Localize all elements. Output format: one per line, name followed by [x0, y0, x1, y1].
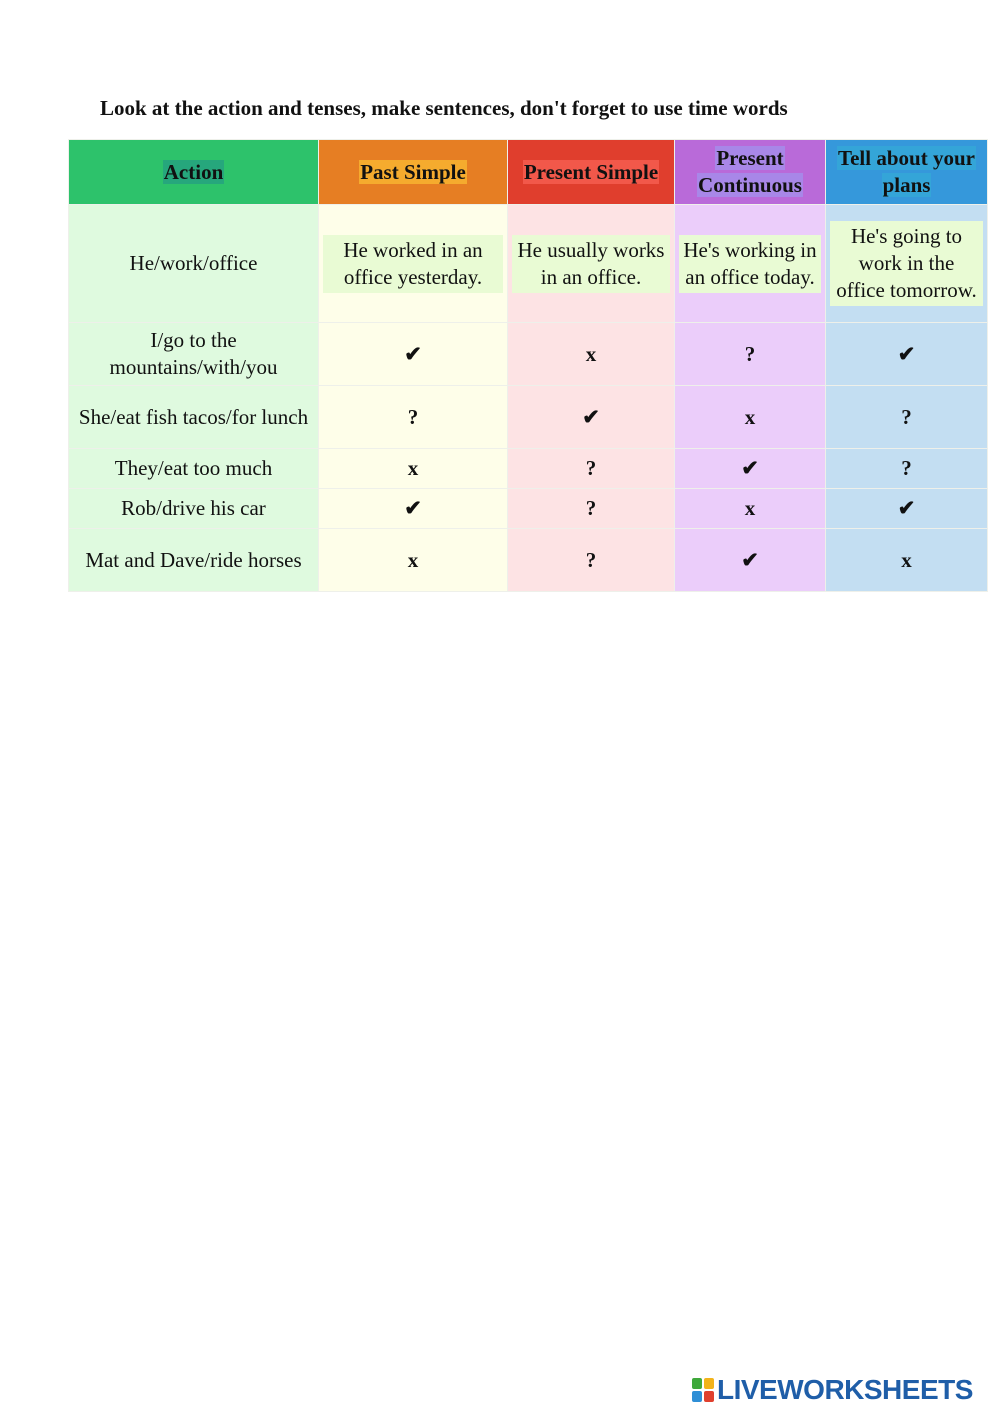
header-present-continuous: Present Continuous [675, 140, 826, 205]
past-simple-mark: x [319, 529, 508, 592]
table-row [69, 449, 988, 489]
present-simple-mark: ? [508, 449, 675, 489]
header-present-simple: Present Simple [508, 140, 675, 205]
logo-square-icon [704, 1378, 714, 1389]
present-simple-mark: ? [508, 529, 675, 592]
liveworksheets-logo-icon [692, 1378, 714, 1402]
header-past-simple: Past Simple [319, 140, 508, 205]
example-plans: He's going to work in the office tomorrow. [830, 221, 983, 306]
logo-square-icon [692, 1391, 702, 1402]
example-present-continuous: He's working in an office today. [679, 235, 821, 293]
example-present-simple: He usually works in an office. [512, 235, 670, 293]
example-past-simple: He worked in an office yesterday. [323, 235, 503, 293]
action-cell: Mat and Dave/ride horses [69, 529, 319, 592]
action-cell: She/eat fish tacos/for lunch [69, 386, 319, 449]
table-row [69, 529, 988, 592]
worksheet-title: Look at the action and tenses, make sentences, don't forget to use time words [100, 96, 788, 120]
past-simple-mark: ✔ [319, 323, 508, 386]
present-continuous-mark: x [675, 489, 826, 529]
logo-square-icon [704, 1391, 714, 1402]
header-plans: Tell about your plans [826, 140, 988, 205]
action-cell: I/go to the mountains/with/you [69, 323, 319, 386]
plans-mark: x [826, 529, 988, 592]
present-simple-mark: ? [508, 489, 675, 529]
plans-mark: ? [826, 449, 988, 489]
plans-mark: ? [826, 386, 988, 449]
past-simple-mark: ? [319, 386, 508, 449]
header-action: Action [69, 140, 319, 205]
table-row [69, 489, 988, 529]
present-continuous-mark: ✔ [675, 529, 826, 592]
action-cell: They/eat too much [69, 449, 319, 489]
present-continuous-mark: ✔ [675, 449, 826, 489]
present-continuous-mark: ? [675, 323, 826, 386]
table-row [69, 323, 988, 386]
action-cell: Rob/drive his car [69, 489, 319, 529]
table-row [69, 386, 988, 449]
present-continuous-mark: x [675, 386, 826, 449]
logo-text: LIVEWORKSHEETS [717, 1374, 973, 1405]
past-simple-mark: ✔ [319, 489, 508, 529]
tenses-table [68, 139, 988, 592]
present-simple-mark: ✔ [508, 386, 675, 449]
liveworksheets-logo[interactable] [692, 1374, 973, 1406]
table-header-row [69, 140, 988, 205]
plans-mark: ✔ [826, 323, 988, 386]
past-simple-mark: x [319, 449, 508, 489]
plans-mark: ✔ [826, 489, 988, 529]
logo-square-icon [692, 1378, 702, 1389]
example-action: He/work/office [69, 205, 319, 323]
example-row [69, 205, 988, 323]
present-simple-mark: x [508, 323, 675, 386]
